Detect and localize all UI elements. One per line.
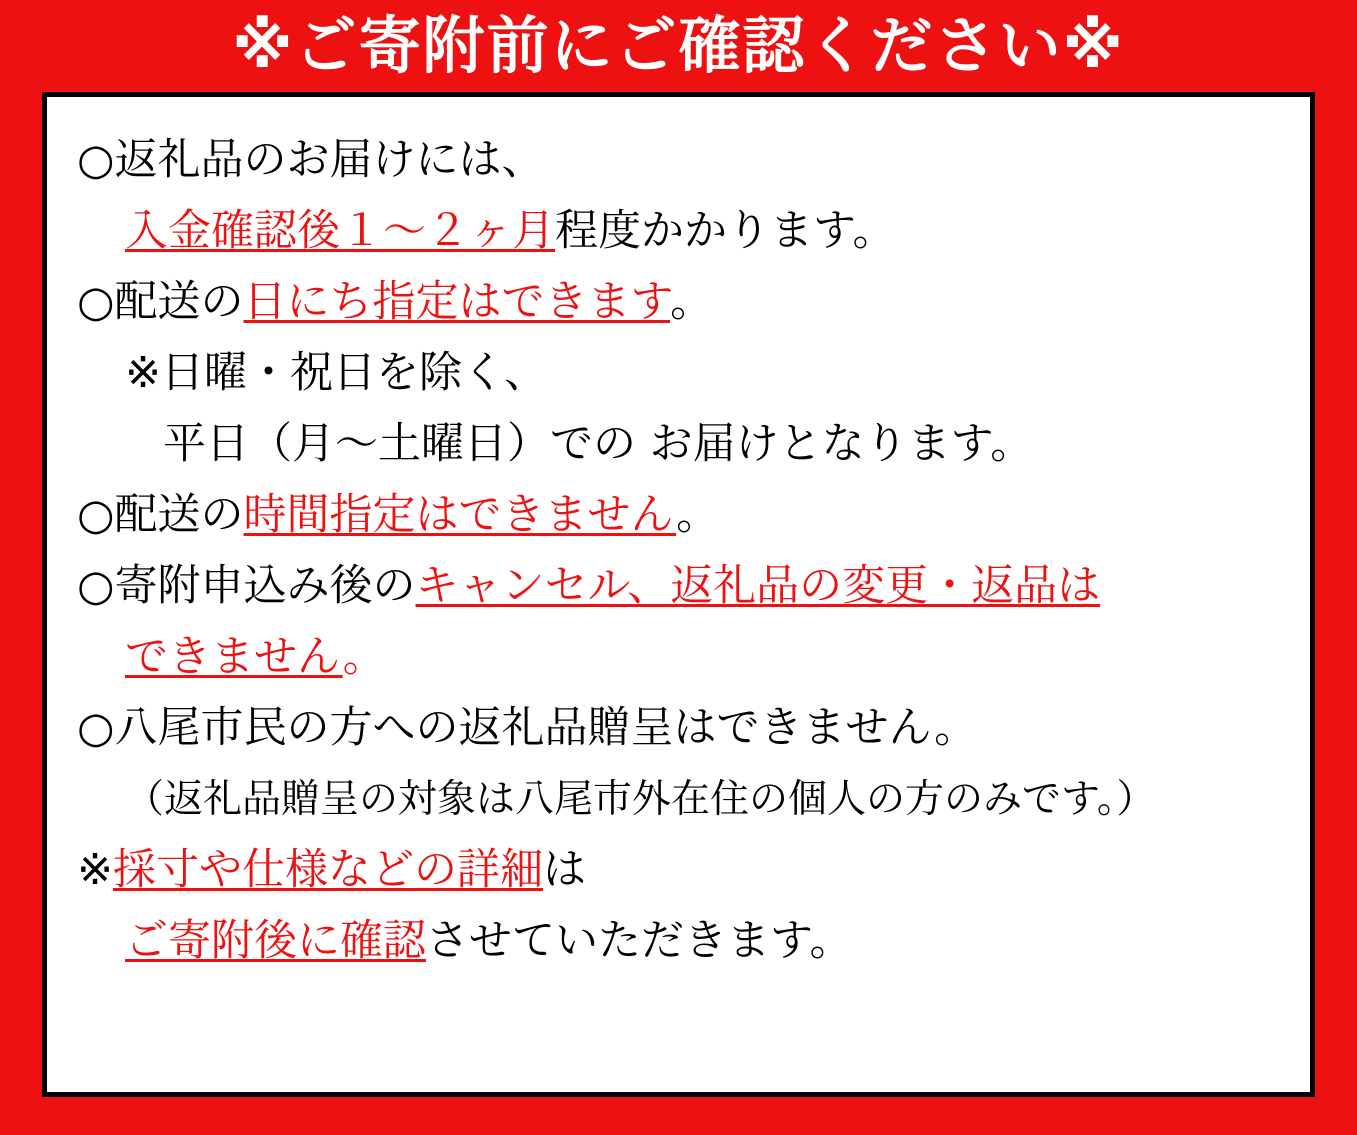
notice-line-cancellation bbox=[77, 551, 1280, 622]
text-segment: ○返礼品のお届けには、 bbox=[77, 135, 545, 185]
notice-line-resident-restriction bbox=[77, 693, 1280, 764]
text-segment: （返礼品贈呈の対象は八尾市外在住の個人の方のみです。） bbox=[125, 777, 1156, 822]
text-segment: ※ bbox=[77, 845, 114, 895]
notice-line-weekday-delivery bbox=[77, 409, 1280, 480]
text-segment: 。 bbox=[342, 632, 386, 682]
text-segment: 平日（月～土曜日）での お届けとなります。 bbox=[163, 419, 1034, 469]
notice-line-date-designation bbox=[77, 267, 1280, 338]
notice-line-measurement-cont bbox=[77, 906, 1280, 977]
text-segment: 。 bbox=[676, 490, 720, 540]
text-segment: 。 bbox=[670, 277, 714, 327]
text-segment: させていただきます。 bbox=[426, 916, 853, 966]
text-segment: ○寄附申込み後の bbox=[77, 561, 416, 611]
text-segment-highlight: できません bbox=[125, 632, 343, 682]
text-segment-highlight: キャンセル、返礼品の変更・返品は bbox=[415, 561, 1101, 611]
notice-line-time-designation bbox=[77, 480, 1280, 551]
notice-line-resident-note bbox=[77, 764, 1280, 835]
text-segment: ○配送の bbox=[77, 277, 244, 327]
notice-line-measurement bbox=[77, 835, 1280, 906]
notice-line-cancellation-cont bbox=[77, 622, 1280, 693]
text-segment: 程度かかります。 bbox=[555, 206, 896, 256]
text-segment-highlight: 日にち指定はできます bbox=[243, 277, 671, 327]
notice-line-delivery-lead bbox=[77, 125, 1280, 196]
notice-title: ※ご寄附前にご確認ください※ bbox=[232, 9, 1125, 82]
text-segment-highlight: 時間指定はできません bbox=[243, 490, 677, 540]
text-segment-highlight: 採寸や仕様などの詳細 bbox=[113, 845, 544, 895]
text-segment: ※日曜・祝日を除く、 bbox=[125, 348, 548, 398]
notice-line-delivery-period bbox=[77, 196, 1280, 267]
notice-line-excluded-days bbox=[77, 338, 1280, 409]
notice-body bbox=[42, 92, 1315, 1097]
text-segment: ○配送の bbox=[77, 490, 244, 540]
text-segment-highlight: 入金確認後１～２ヶ月 bbox=[125, 206, 555, 256]
text-segment: ○八尾市民の方への返礼品贈呈はできません。 bbox=[77, 703, 978, 753]
text-segment: は bbox=[543, 845, 587, 895]
text-segment-highlight: ご寄附後に確認 bbox=[125, 916, 426, 966]
